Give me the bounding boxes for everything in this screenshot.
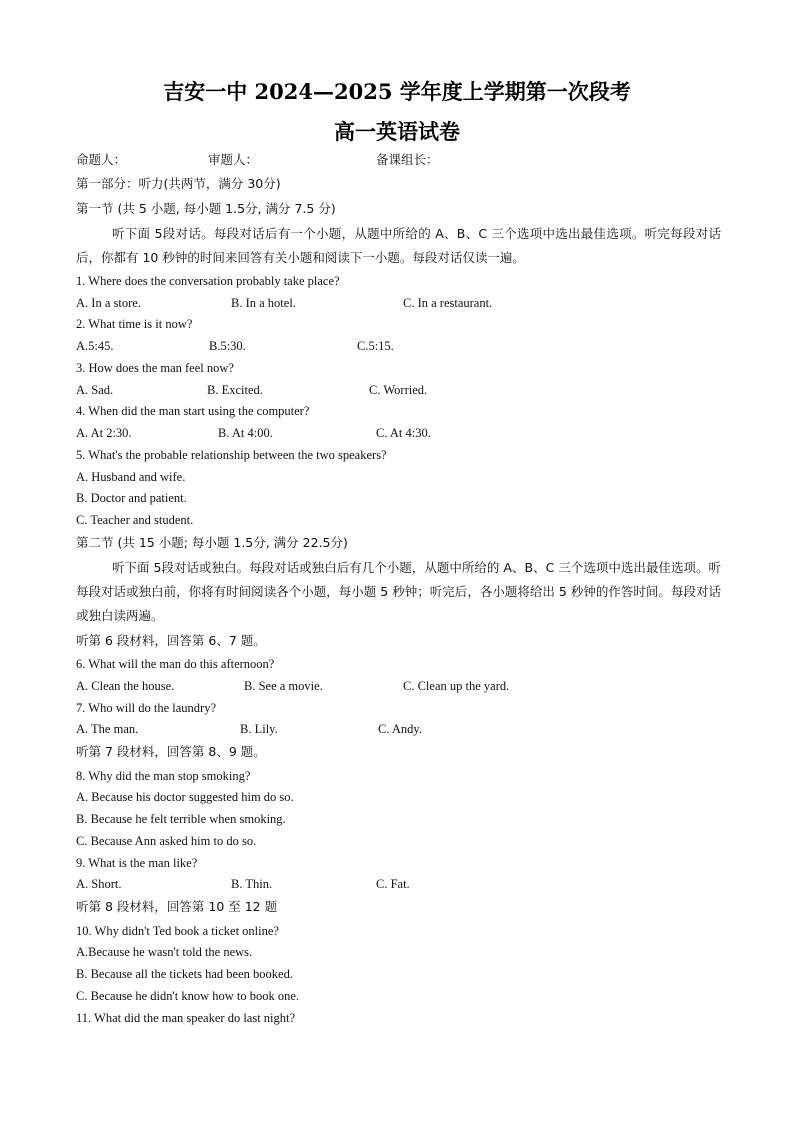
q3-option-b: B. Excited. [207, 383, 263, 397]
q2-option-b: B.5:30. [209, 339, 246, 353]
q1-option-a: A. In a store. [76, 296, 141, 310]
section1-instructions: 听下面 5段对话。每段对话后有一个小题，从题中所给的 A、B、C 三个选项中选出最佳选项。听完每段对话后，你都有 10 秒钟的时间来回答有关小题和阅读下一小题。每段对话仅读一遍。 [76, 226, 721, 265]
question-6: 6. What will the man do this afternoon? [76, 657, 275, 671]
q7-option-a: A. The man. [76, 722, 139, 736]
q4-option-a: A. At 2:30. [76, 426, 132, 440]
q5-option-a: A. Husband and wife. [76, 470, 186, 484]
q9-option-b: B. Thin. [231, 877, 273, 891]
question-7: 7. Who will do the laundry? [76, 701, 217, 715]
question-11: 11. What did the man speaker do last night? [76, 1011, 296, 1025]
material-6-note: 听第 6 段材料，回答第 6、7 题。 [76, 633, 266, 648]
part1-heading: 第一部分：听力(共两节，满分 30分) [76, 176, 281, 191]
q1-option-b: B. In a hotel. [231, 296, 296, 310]
leader-label: 备课组长： [376, 152, 439, 167]
q10-option-c: C. Because he didn't know how to book one. [76, 989, 300, 1003]
q1-option-c: C. In a restaurant. [403, 296, 493, 310]
question-1: 1. Where does the conversation probably take place? [76, 274, 340, 288]
reviewer-label: 审题人： [208, 152, 259, 167]
question-3: 3. How does the man feel now? [76, 361, 234, 375]
q2-option-c: C.5:15. [357, 339, 394, 353]
q8-option-a: A. Because his doctor suggested him do so. [76, 790, 294, 804]
exam-title: 吉安一中 2024—2025 学年度上学期第一次段考 [163, 79, 631, 104]
q6-option-c: C. Clean up the yard. [403, 679, 510, 693]
q4-option-b: B. At 4:00. [218, 426, 273, 440]
q8-option-b: B. Because he felt terrible when smoking. [76, 812, 286, 826]
q9-option-a: A. Short. [76, 877, 122, 891]
q3-option-a: A. Sad. [76, 383, 114, 397]
material-7-note: 听第 7 段材料，回答第 8、9 题。 [76, 744, 266, 759]
q10-option-a: A.Because he wasn't told the news. [76, 945, 253, 959]
q5-option-b: B. Doctor and patient. [76, 491, 187, 505]
question-8: 8. Why did the man stop smoking? [76, 769, 251, 783]
exam-subtitle: 高一英语试卷 [334, 119, 460, 144]
setter-label: 命题人： [76, 152, 127, 167]
q3-option-c: C. Worried. [369, 383, 428, 397]
question-5: 5. What's the probable relationship between the two speakers? [76, 448, 387, 462]
q4-option-c: C. At 4:30. [376, 426, 431, 440]
material-8-note: 听第 8 段材料，回答第 10 至 12 题 [76, 899, 278, 914]
q7-option-b: B. Lily. [240, 722, 278, 736]
question-4: 4. When did the man start using the computer? [76, 404, 310, 418]
q8-option-c: C. Because Ann asked him to do so. [76, 834, 257, 848]
question-2: 2. What time is it now? [76, 317, 193, 331]
section2-heading: 第二节 (共 15 小题; 每小题 1.5分, 满分 22.5分) [76, 535, 348, 550]
q5-option-c: C. Teacher and student. [76, 513, 194, 527]
section2-instructions: 听下面 5段对话或独白。每段对话或独白后有几个小题，从题中所给的 A、B、C 三个选项中选出最佳选项。听每段对话或独白前，你将有时间阅读各个小题，每小题 5 秒钟；听完后，各小题将给出 5 秒钟的作答时间。每段对话或独白读两遍。 [76, 560, 721, 623]
q9-option-c: C. Fat. [376, 877, 410, 891]
q7-option-c: C. Andy. [378, 722, 422, 736]
section1-heading: 第一节 (共 5 小题, 每小题 1.5分, 满分 7.5 分) [76, 201, 336, 216]
question-9: 9. What is the man like? [76, 856, 198, 870]
q6-option-a: A. Clean the house. [76, 679, 175, 693]
q10-option-b: B. Because all the tickets had been booked. [76, 967, 293, 981]
q6-option-b: B. See a movie. [244, 679, 323, 693]
q2-option-a: A.5:45. [76, 339, 114, 353]
question-10: 10. Why didn't Ted book a ticket online? [76, 924, 279, 938]
